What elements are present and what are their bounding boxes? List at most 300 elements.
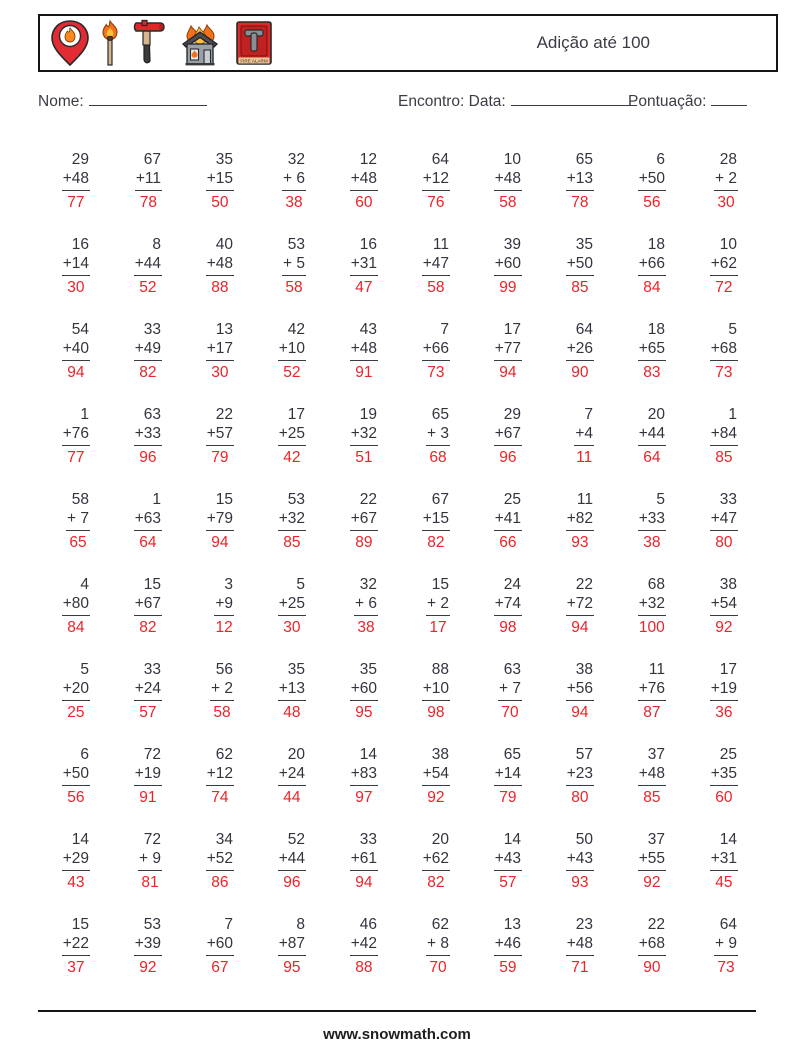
operand-a: 38 [431,746,449,763]
addition-problem [422,490,450,552]
operand-a: 50 [575,831,593,848]
operand-a: 14 [503,831,521,848]
addition-problem [350,320,378,382]
operand-a: 24 [503,576,521,593]
operand-a: 5 [728,321,737,338]
addition-problem [638,830,666,892]
addition-problem [278,660,306,722]
operand-a: 23 [575,916,593,933]
answer: 85 [715,449,733,466]
operand-b: +54 [422,764,450,786]
operand-a: 3 [224,576,233,593]
operand-a: 58 [71,491,89,508]
addition-problem [354,575,378,637]
addition-problem [278,320,306,382]
answer: 57 [499,874,517,891]
answer: 100 [638,619,665,636]
operand-b: +68 [638,934,666,956]
operand-b: +50 [566,254,594,276]
addition-problem [278,830,306,892]
answer: 59 [499,959,517,976]
answer: 95 [283,959,301,976]
addition-problem [494,490,522,552]
operand-b: + 9 [138,849,162,871]
addition-problem [638,490,666,552]
answer: 78 [139,194,158,211]
operand-b: +24 [134,679,162,701]
answer: 68 [429,449,447,466]
addition-problem [206,320,234,382]
answer: 87 [643,704,661,721]
addition-problem [350,830,378,892]
addition-problem [206,490,234,552]
operand-b: +48 [494,169,522,191]
operand-a: 6 [80,746,89,763]
addition-problem [350,745,378,807]
operand-b: +12 [422,169,450,191]
addition-problem [282,235,306,297]
addition-problem [638,235,666,297]
operand-a: 5 [80,661,89,678]
operand-b: +13 [278,679,306,701]
answer: 73 [717,959,735,976]
addition-problem [278,405,306,467]
operand-a: 22 [575,576,593,593]
answer: 72 [715,279,733,296]
operand-a: 38 [719,576,737,593]
operand-b: +54 [710,594,738,616]
operand-b: +14 [494,764,522,786]
answer: 82 [139,364,157,381]
addition-problem [62,745,90,807]
answer: 11 [576,449,593,466]
operand-a: 65 [575,151,593,168]
addition-problem [206,745,234,807]
addition-problem [710,745,738,807]
addition-problem [350,660,378,722]
operand-b: +63 [134,509,162,531]
addition-problem [494,745,522,807]
operand-b: +66 [638,254,666,276]
answer: 57 [139,704,157,721]
answer: 90 [643,959,661,976]
operand-b: + 2 [210,679,234,701]
operand-b: +31 [350,254,378,276]
addition-problem [350,915,378,977]
addition-problem [566,575,594,637]
addition-problem [422,150,450,212]
addition-problem [134,745,162,807]
answer: 64 [643,449,661,466]
answer: 30 [283,619,301,636]
addition-problem [350,405,378,467]
answer: 76 [427,194,445,211]
addition-problem [278,915,306,977]
answer: 12 [215,619,233,636]
operand-a: 63 [143,406,161,423]
addition-problem [62,660,90,722]
operand-a: 17 [503,321,521,338]
answer: 98 [427,704,445,721]
operand-b: +43 [494,849,522,871]
addition-problem [426,575,450,637]
addition-problem [566,915,594,977]
addition-problem [638,405,666,467]
operand-a: 20 [431,831,449,848]
answer: 79 [499,789,517,806]
answer: 38 [643,534,661,551]
operand-a: 29 [503,406,521,423]
operand-b: +49 [134,339,162,361]
answer: 88 [355,959,373,976]
operand-b: +83 [350,764,378,786]
answer: 96 [139,449,157,466]
operand-b: +24 [278,764,306,786]
answer: 38 [357,619,375,636]
operand-a: 15 [431,576,449,593]
operand-b: +4 [574,424,594,446]
date-label: Encontro: Data: [398,93,506,110]
operand-a: 33 [359,831,377,848]
operand-b: +20 [62,679,90,701]
operand-a: 52 [287,831,305,848]
addition-problem [566,660,594,722]
operand-a: 88 [431,661,449,678]
operand-b: +32 [638,594,666,616]
operand-b: + 3 [426,424,450,446]
operand-b: +13 [566,169,594,191]
operand-b: +72 [566,594,594,616]
operand-a: 1 [152,491,161,508]
addition-problem [566,150,594,212]
operand-a: 22 [215,406,233,423]
operand-a: 33 [719,491,737,508]
operand-a: 18 [647,321,665,338]
answer: 96 [499,449,517,466]
addition-problem [566,830,594,892]
addition-problem [62,150,90,212]
addition-problem [134,405,162,467]
operand-b: +35 [710,764,738,786]
addition-problem [422,235,450,297]
operand-a: 35 [575,236,593,253]
answer: 73 [715,364,733,381]
operand-a: 8 [152,236,161,253]
operand-b: +44 [278,849,306,871]
operand-a: 29 [71,151,89,168]
operand-a: 13 [215,321,233,338]
answer: 38 [285,194,303,211]
operand-b: +48 [566,934,594,956]
answer: 80 [571,789,589,806]
operand-a: 28 [719,151,737,168]
answer: 79 [211,449,229,466]
addition-problem [422,320,450,382]
answer: 94 [67,364,85,381]
operand-a: 6 [656,151,665,168]
answer: 97 [355,789,373,806]
answer: 58 [213,704,231,721]
operand-b: + 8 [426,934,450,956]
answer: 99 [499,279,517,296]
answer: 70 [429,959,447,976]
operand-a: 62 [431,916,449,933]
answer: 82 [139,619,157,636]
addition-problem [138,830,162,892]
answer: 43 [67,874,85,891]
operand-a: 16 [359,236,377,253]
operand-a: 14 [359,746,377,763]
operand-a: 34 [215,831,233,848]
answer: 85 [283,534,301,551]
answer: 94 [211,534,229,551]
addition-problem [350,150,378,212]
operand-b: +10 [278,339,306,361]
operand-a: 33 [143,661,161,678]
answer: 84 [643,279,661,296]
burning-match-icon [101,19,119,67]
operand-a: 5 [656,491,665,508]
operand-b: +77 [494,339,522,361]
addition-problem [350,235,378,297]
answer: 91 [355,364,373,381]
operand-a: 7 [224,916,233,933]
operand-b: +22 [62,934,90,956]
operand-a: 16 [71,236,89,253]
answer: 30 [717,194,735,211]
addition-problem [422,830,450,892]
operand-a: 10 [719,236,737,253]
operand-b: +46 [494,934,522,956]
operand-b: +47 [422,254,450,276]
answer: 82 [427,534,445,551]
operand-a: 17 [287,406,305,423]
operand-a: 1 [80,406,89,423]
addition-problem [566,320,594,382]
answer: 92 [715,619,733,636]
addition-problem [710,575,738,637]
answer: 92 [427,789,445,806]
operand-a: 65 [503,746,521,763]
addition-problem [574,405,594,467]
score-blank-line [711,92,747,106]
operand-a: 14 [719,831,737,848]
operand-b: +60 [206,934,234,956]
operand-a: 35 [287,661,305,678]
operand-a: 7 [584,406,593,423]
addition-problem [134,575,162,637]
addition-problem [498,660,522,722]
addition-problem [62,915,90,977]
operand-b: +44 [638,424,666,446]
name-label: Nome: [38,93,84,110]
operand-a: 7 [440,321,449,338]
operand-a: 40 [215,236,233,253]
addition-problem [278,490,306,552]
answer: 58 [285,279,303,296]
operand-b: +12 [206,764,234,786]
operand-b: +42 [350,934,378,956]
answer: 89 [355,534,373,551]
answer: 74 [211,789,229,806]
operand-a: 54 [71,321,89,338]
addition-problem [134,660,162,722]
addition-problem [62,235,90,297]
answer: 52 [283,364,301,381]
operand-b: +14 [62,254,90,276]
answer: 60 [355,194,373,211]
answer: 92 [139,959,157,976]
answer: 85 [643,789,661,806]
operand-b: +19 [134,764,162,786]
operand-b: +57 [206,424,234,446]
operand-a: 5 [296,576,305,593]
operand-a: 53 [287,236,305,253]
answer: 88 [211,279,229,296]
addition-problem [638,915,666,977]
operand-b: +68 [710,339,738,361]
operand-a: 20 [287,746,305,763]
operand-b: +26 [566,339,594,361]
answer: 82 [427,874,445,891]
answer: 30 [67,279,85,296]
operand-a: 10 [503,151,521,168]
addition-problem [566,235,594,297]
answer: 91 [139,789,157,806]
addition-problem [638,150,666,212]
addition-problem [426,405,450,467]
answer: 73 [427,364,445,381]
addition-problem [206,405,234,467]
operand-b: +50 [638,169,666,191]
addition-problem [62,575,90,637]
operand-b: + 5 [282,254,306,276]
operand-b: +55 [638,849,666,871]
addition-problem [638,320,666,382]
footer-divider [38,1010,756,1012]
answer: 56 [67,789,85,806]
operand-b: +25 [278,424,306,446]
operand-a: 19 [359,406,377,423]
answer: 30 [211,364,229,381]
operand-b: +48 [638,764,666,786]
operand-b: +48 [350,169,378,191]
operand-a: 38 [575,661,593,678]
operand-a: 68 [647,576,665,593]
addition-problem [135,150,162,212]
operand-a: 32 [287,151,305,168]
answer: 94 [499,364,517,381]
operand-b: +60 [494,254,522,276]
operand-a: 11 [432,236,449,253]
operand-a: 25 [719,746,737,763]
operand-b: +17 [206,339,234,361]
operand-b: +66 [422,339,450,361]
operand-a: 57 [575,746,593,763]
burning-house-icon [177,20,223,66]
name-blank-line [89,92,207,106]
operand-a: 63 [503,661,521,678]
fire-location-pin-icon [50,19,90,67]
addition-problem [62,320,90,382]
operand-b: +65 [638,339,666,361]
addition-problem [638,745,666,807]
answer: 71 [571,959,589,976]
operand-b: +31 [710,849,738,871]
operand-a: 37 [647,746,665,763]
operand-a: 1 [728,406,737,423]
operand-a: 14 [71,831,89,848]
operand-a: 37 [647,831,665,848]
score-label: Pontuação: [628,93,707,110]
fire-axe-icon [130,19,166,67]
answer: 44 [283,789,301,806]
answer: 58 [427,279,445,296]
operand-a: 35 [215,151,233,168]
operand-b: +15 [422,509,450,531]
operand-b: +82 [566,509,594,531]
addition-problem [206,235,234,297]
addition-problem [494,575,522,637]
answer: 66 [499,534,517,551]
answer: 78 [571,194,589,211]
operand-a: 72 [143,746,161,763]
operand-b: +62 [710,254,738,276]
operand-b: +76 [638,679,666,701]
answer: 81 [141,874,159,891]
operand-b: +39 [134,934,162,956]
operand-b: +52 [206,849,234,871]
addition-problem [494,830,522,892]
operand-a: 46 [359,916,377,933]
addition-problem [62,405,90,467]
operand-a: 42 [287,321,305,338]
operand-b: +11 [135,169,162,191]
answer: 93 [571,534,589,551]
answer: 94 [571,704,589,721]
operand-b: +47 [710,509,738,531]
addition-problem [62,830,90,892]
addition-problem [134,915,162,977]
operand-b: +87 [278,934,306,956]
answer: 37 [67,959,85,976]
addition-problem [206,150,234,212]
icon-row [50,19,274,67]
addition-problem [206,830,234,892]
answer: 60 [715,789,733,806]
answer: 84 [67,619,85,636]
operand-b: + 2 [426,594,450,616]
operand-b: +40 [62,339,90,361]
operand-b: +32 [350,424,378,446]
addition-problem [134,320,162,382]
operand-a: 35 [359,661,377,678]
addition-problem [210,660,234,722]
operand-a: 15 [71,916,89,933]
fire-alarm-icon [234,20,274,66]
addition-problem [494,320,522,382]
operand-b: + 6 [282,169,306,191]
addition-problem [66,490,90,552]
addition-problem [278,745,306,807]
operand-a: 17 [719,661,737,678]
operand-a: 53 [287,491,305,508]
operand-b: + 6 [354,594,378,616]
operand-b: +67 [350,509,378,531]
answer: 47 [355,279,373,296]
answer: 50 [211,194,229,211]
answer: 45 [715,874,733,891]
